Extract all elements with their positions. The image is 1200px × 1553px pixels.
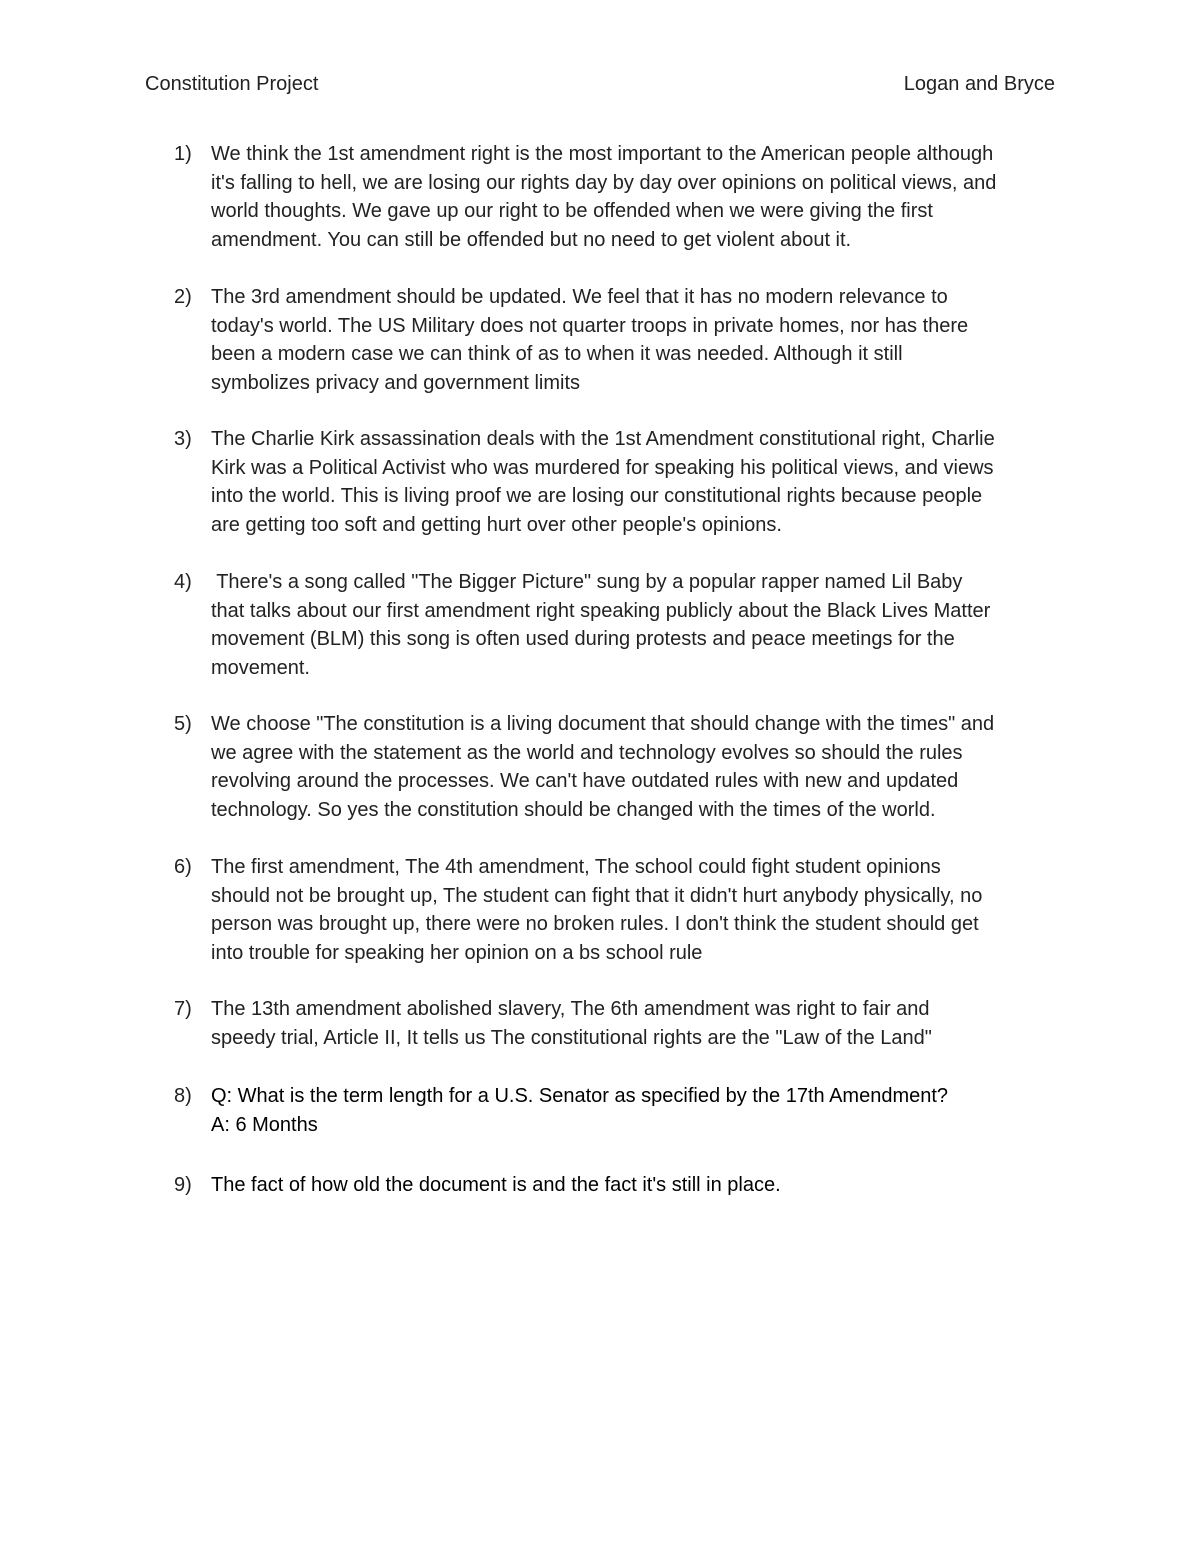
text-line: amendment. You can still be offended but no need to get violent about it. bbox=[211, 228, 852, 251]
text-line: been a modern case we can think of as to when it was needed. Although it still bbox=[211, 343, 903, 366]
item-text bbox=[211, 1171, 1066, 1200]
item-text bbox=[211, 568, 1066, 682]
item-number: 8) bbox=[174, 1085, 192, 1107]
text-line: The 3rd amendment should be updated. We feel that it has no modern relevance to bbox=[211, 286, 948, 308]
text-line: movement (BLM) this song is often used during protests and peace meetings for the bbox=[211, 628, 955, 651]
question-line: Q: What is the term length for a U.S. Senator as specified by the 17th Amendment? bbox=[211, 1085, 949, 1107]
text-line: person was brought up, there were no broken rules. I don't think the student should get bbox=[211, 913, 979, 936]
text-line: into the world. This is living proof we are losing our constitutional rights because people bbox=[211, 485, 983, 508]
text-line: are getting too soft and getting hurt over other people's opinions. bbox=[211, 513, 782, 536]
item-number: 2) bbox=[174, 286, 192, 308]
text-line: The Charlie Kirk assassination deals with the 1st Amendment constitutional right, Charlie bbox=[211, 428, 995, 450]
item-number: 6) bbox=[174, 856, 192, 878]
text-line: revolving around the processes. We can't have outdated rules with new and updated bbox=[211, 770, 959, 793]
text-line: into trouble for speaking her opinion on a bs school rule bbox=[211, 941, 703, 964]
author-names: Logan and Bryce bbox=[903, 73, 1055, 95]
text-line: technology. So yes the constitution should be changed with the times of the world. bbox=[211, 798, 936, 821]
item-text bbox=[211, 425, 1066, 539]
text-line: should not be brought up, The student can fight that it didn't hurt anybody physically, no bbox=[211, 884, 983, 907]
text-line: The 13th amendment abolished slavery, The 6th amendment was right to fair and bbox=[211, 998, 930, 1020]
text-line: symbolizes privacy and government limits bbox=[211, 371, 581, 394]
item-text bbox=[211, 710, 1066, 824]
text-line: it's falling to hell, we are losing our rights day by day over opinions on political views, and bbox=[211, 171, 997, 194]
text-line: that talks about our first amendment right speaking publicly about the Black Lives Matter bbox=[211, 599, 991, 622]
text-line: The first amendment, The 4th amendment, The school could fight student opinions bbox=[211, 856, 941, 878]
text-line: speedy trial, Article II, It tells us The constitutional rights are the "Law of the Land" bbox=[211, 1026, 932, 1049]
text-line: We choose "The constitution is a living document that should change with the times" and bbox=[211, 713, 995, 735]
text-line: we agree with the statement as the world and technology evolves so should the rules bbox=[211, 741, 963, 764]
project-title: Constitution Project bbox=[145, 73, 319, 95]
page-header bbox=[145, 70, 1055, 100]
text-line: There's a song called "The Bigger Picture" sung by a popular rapper named Lil Baby bbox=[211, 571, 963, 593]
text-line: movement. bbox=[211, 656, 310, 679]
item-number: 9) bbox=[174, 1174, 192, 1196]
text-line: Kirk was a Political Activist who was murdered for speaking his political views, and views bbox=[211, 456, 994, 479]
item-number: 5) bbox=[174, 713, 192, 735]
answer-line: A: 6 Months bbox=[211, 1113, 318, 1136]
text-line: The fact of how old the document is and the fact it's still in place. bbox=[211, 1174, 781, 1196]
item-text bbox=[211, 283, 1066, 397]
text-line: We think the 1st amendment right is the most important to the American people although bbox=[211, 143, 994, 165]
text-line: today's world. The US Military does not quarter troops in private homes, nor has there bbox=[211, 314, 969, 337]
text-line: world thoughts. We gave up our right to be offended when we were giving the first bbox=[211, 200, 933, 223]
item-number: 1) bbox=[174, 143, 192, 165]
item-text bbox=[211, 140, 1066, 254]
item-text bbox=[211, 1082, 1066, 1139]
item-number: 3) bbox=[174, 428, 192, 450]
item-text bbox=[211, 853, 1066, 967]
item-number: 4) bbox=[174, 571, 192, 593]
item-text bbox=[211, 995, 1066, 1052]
item-number: 7) bbox=[174, 998, 192, 1020]
